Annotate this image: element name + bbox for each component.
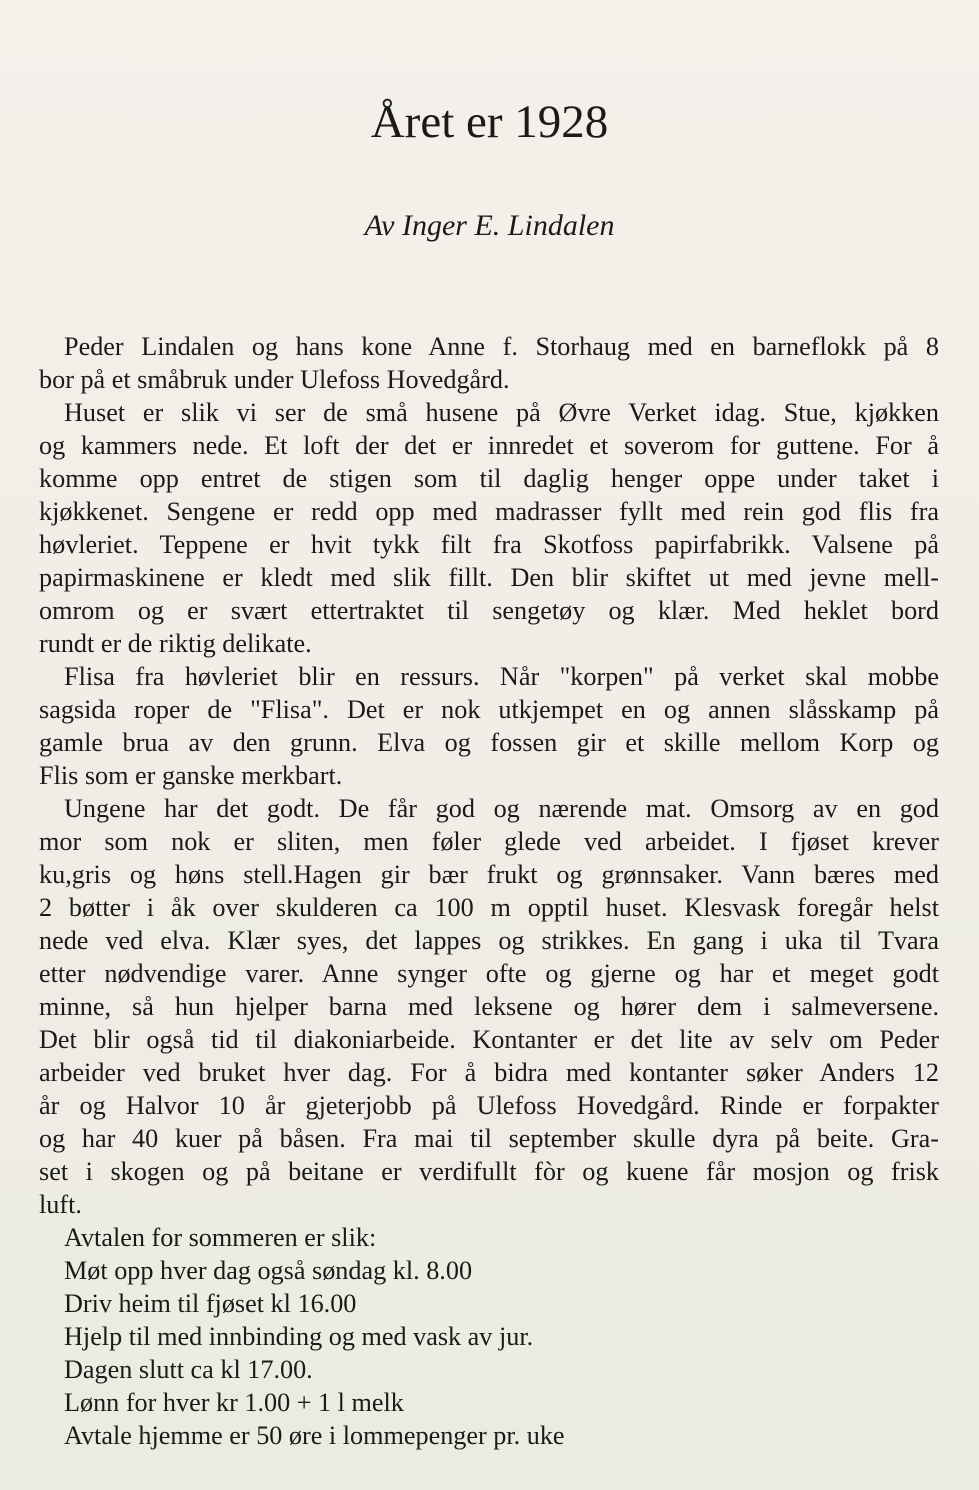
body-line: bor på et småbruk under Ulefoss Hovedgård. (39, 365, 510, 394)
body-line: komme opp entret de stigen som til daglig henger oppe under taket i (39, 464, 939, 493)
body-line: Peder Lindalen og hans kone Anne f. Storhaug med en barneflokk på 8 (64, 332, 939, 361)
agreement-line: Driv heim til fjøset kl 16.00 (64, 1289, 357, 1318)
body-line: Flis som er ganske merkbart. (39, 761, 343, 790)
body-line: rundt er de riktig delikate. (39, 629, 312, 658)
agreement-line: Hjelp til med innbinding og med vask av jur. (64, 1322, 534, 1351)
body-line: Huset er slik vi ser de små husene på Øvre Verket idag. Stue, kjøkken (64, 398, 939, 427)
body-line: og kammers nede. Et loft der det er innredet et soverom for guttene. For å (39, 431, 939, 460)
body-line: gamle brua av den grunn. Elva og fossen gir et skille mellom Korp og (39, 728, 939, 757)
body-line: arbeider ved bruket hver dag. For å bidra med kontanter søker Anders 12 (39, 1058, 939, 1087)
body-line: minne, så hun hjelper barna med leksene og hører dem i salmeversene. (39, 992, 939, 1021)
body-line: mor som nok er sliten, men føler glede ved arbeidet. I fjøset krever (39, 827, 939, 856)
article-byline: Av Inger E. Lindalen (364, 209, 615, 242)
agreement-line: Avtalen for sommeren er slik: (64, 1223, 377, 1252)
agreement-line: Dagen slutt ca kl 17.00. (64, 1355, 313, 1384)
body-line: etter nødvendige varer. Anne synger ofte og gjerne og har et meget godt (39, 959, 939, 988)
body-line: omrom og er svært ettertraktet til sengetøy og klær. Med heklet bord (39, 596, 939, 625)
body-line: papirmaskinene er kledt med slik fillt. Den blir skiftet ut med jevne mell- (39, 563, 939, 592)
body-line: år og Halvor 10 år gjeterjobb på Ulefoss Hovedgård. Rinde er forpakter (39, 1091, 939, 1120)
agreement-line: Avtale hjemme er 50 øre i lommepenger pr. uke (64, 1421, 565, 1450)
body-line: nede ved elva. Klær syes, det lappes og strikkes. En gang i uka til Tvara (39, 926, 939, 955)
body-line: 2 bøtter i åk over skulderen ca 100 m opptil huset. Klesvask foregår helst (39, 893, 939, 922)
body-line: ku,gris og høns stell.Hagen gir bær frukt og grønnsaker. Vann bæres med (39, 860, 939, 889)
article-body (39, 330, 939, 1452)
body-line: høvleriet. Teppene er hvit tykk filt fra Skotfoss papirfabrikk. Valsene på (39, 530, 939, 559)
body-line: Flisa fra høvleriet blir en ressurs. Når "korpen" på verket skal mobbe (64, 662, 939, 691)
body-line: Det blir også tid til diakoniarbeide. Kontanter er det lite av selv om Peder (39, 1025, 939, 1054)
body-line: kjøkkenet. Sengene er redd opp med madrasser fyllt med rein god flis fra (39, 497, 939, 526)
body-line: og har 40 kuer på båsen. Fra mai til september skulle dyra på beite. Gra- (39, 1124, 939, 1153)
body-line: set i skogen og på beitane er verdifullt fòr og kuene får mosjon og frisk (39, 1157, 939, 1186)
agreement-line: Møt opp hver dag også søndag kl. 8.00 (64, 1256, 473, 1285)
agreement-line: Lønn for hver kr 1.00 + 1 l melk (64, 1388, 404, 1417)
article-title: Året er 1928 (370, 96, 609, 148)
body-line: Ungene har det godt. De får god og nærende mat. Omsorg av en god (64, 794, 939, 823)
body-line: luft. (39, 1190, 82, 1219)
body-line: sagsida roper de "Flisa". Det er nok utkjempet en og annen slåsskamp på (39, 695, 939, 724)
